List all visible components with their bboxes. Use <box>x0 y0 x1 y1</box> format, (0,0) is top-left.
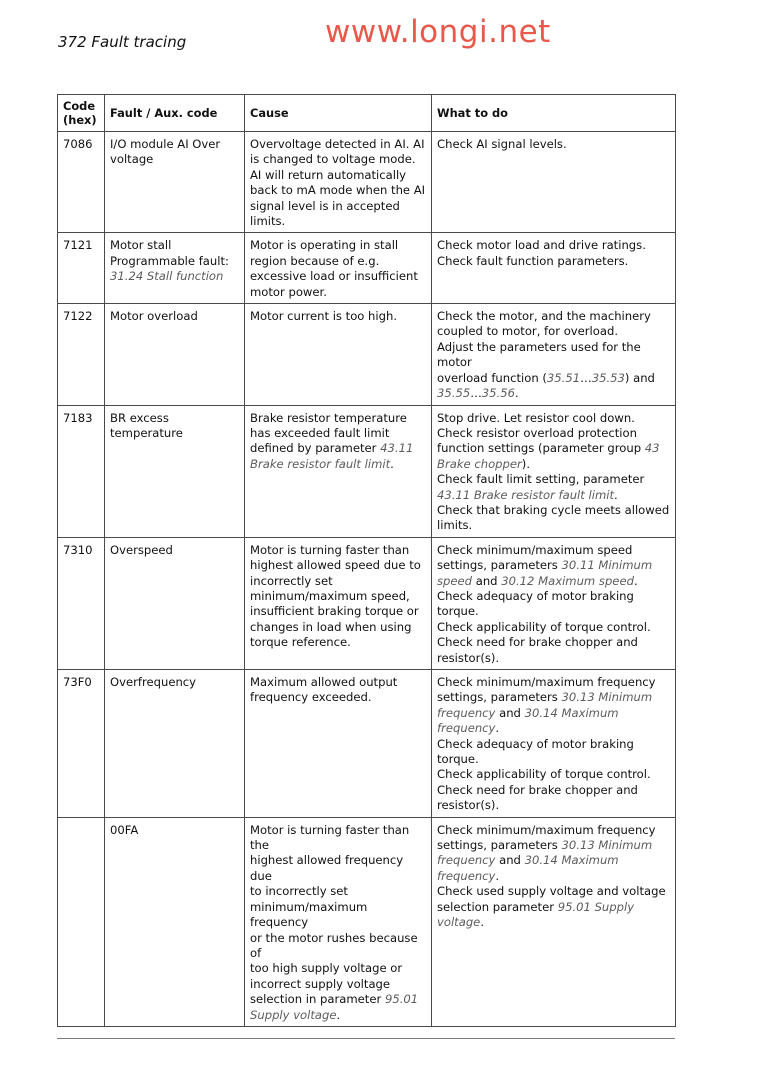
action-text: Check resistor overload protection function settings (parameter group <box>437 425 645 456</box>
page-title: 372 Fault tracing <box>58 33 187 51</box>
cell-code: 7310 <box>58 537 105 669</box>
range-separator: … <box>580 370 592 385</box>
action-text: Check minimum/maximum frequency settings, parameters <box>437 822 656 853</box>
cell-cause: Motor is turning faster than highest allowed speed due to incorrectly set minimum/maximum speed, insufficient braking torque or changes in load when using torque reference. <box>245 537 432 669</box>
cell-fault: BR excess temperature <box>105 405 245 537</box>
action-step <box>437 426 670 472</box>
action-text: and <box>495 705 525 720</box>
action-text: overload function ( <box>437 370 547 385</box>
table-row <box>58 233 676 304</box>
fault-table <box>57 94 676 1027</box>
cell-code: 7122 <box>58 304 105 405</box>
parameter-ref: 30.11 Minimum speed <box>437 558 653 588</box>
cause-text: to incorrectly set minimum/maximum frequency <box>250 884 368 930</box>
action-step <box>437 884 670 930</box>
parameter-ref: 30.13 Minimum frequency <box>437 838 653 868</box>
parameter-ref: 43.11 Brake resistor fault limit <box>437 487 615 502</box>
cause-text: . <box>336 1007 341 1022</box>
parameter-ref: 35.51 <box>546 370 581 385</box>
table-row <box>58 537 676 669</box>
action-step: Stop drive. Let resistor cool down. <box>437 410 635 425</box>
cell-fault: Overspeed <box>105 537 245 669</box>
cell-action <box>432 537 676 669</box>
action-text: Check minimum/maximum frequency settings, parameters <box>437 675 656 705</box>
cause-text: . <box>390 456 394 471</box>
cause-text: Brake resistor temperature has exceeded fault limit defined by parameter <box>250 410 407 456</box>
range-separator: … <box>470 386 482 401</box>
action-step: Check need for brake chopper and resistor(s). <box>437 782 638 813</box>
cell-cause: Motor is operating in stall region because of e.g. excessive load or insufficient motor power. <box>245 233 432 304</box>
cause-text <box>250 961 426 1023</box>
action-text: . <box>495 868 500 883</box>
action-step: Adjust the parameters used for the motor <box>437 339 641 370</box>
parameter-ref: 95.01 Supply voltage <box>250 992 419 1022</box>
parameter-ref: 31.24 Stall function <box>110 269 224 284</box>
table-row <box>58 132 676 233</box>
cell-fault: Motor overload <box>105 304 245 405</box>
action-step: Check applicability of torque control. <box>437 767 651 782</box>
action-step: Check the motor, and the machinery coupled to motor, for overload. <box>437 309 651 339</box>
parameter-ref: 35.53 <box>591 370 625 385</box>
header-action: What to do <box>432 95 676 132</box>
table-row <box>58 817 676 1026</box>
cell-action <box>432 670 676 818</box>
action-text: and <box>472 573 502 588</box>
action-step: Check need for brake chopper and resistor(s). <box>437 635 638 665</box>
action-text: Check used supply voltage and voltage selection parameter <box>437 884 666 914</box>
action-step <box>437 675 670 737</box>
parameter-ref: 35.56 <box>481 386 515 401</box>
parameter-ref: 30.14 Maximum frequency <box>437 705 619 736</box>
action-step <box>437 543 670 589</box>
cell-code: 7086 <box>58 132 105 233</box>
table-row <box>58 670 676 818</box>
action-text: . <box>495 721 500 736</box>
parameter-ref: 43.11 Brake resistor fault limit <box>250 441 414 471</box>
cell-action <box>432 304 676 405</box>
cell-cause: Motor current is too high. <box>245 304 432 405</box>
action-step: Check fault limit setting, parameter <box>437 472 645 487</box>
cell-action <box>432 817 676 1026</box>
table-row <box>58 304 676 405</box>
header-cause: Cause <box>245 95 432 132</box>
cause-text: Motor is turning faster than the <box>250 822 410 853</box>
parameter-ref: 30.14 Maximum frequency <box>437 853 619 883</box>
cell-fault: I/O module AI Over voltage <box>105 132 245 233</box>
action-text: ). <box>521 456 531 471</box>
action-step <box>437 823 670 885</box>
action-step: Check fault function parameters. <box>437 253 629 268</box>
action-step: Check adequacy of motor braking torque. <box>437 588 634 619</box>
cell-action <box>432 405 676 537</box>
parameter-ref: 30.13 Minimum frequency <box>437 690 653 720</box>
fault-programmable: Programmable fault: <box>110 253 229 268</box>
header-code: Code (hex) <box>58 95 105 132</box>
header-fault: Fault / Aux. code <box>105 95 245 132</box>
action-step <box>437 371 670 402</box>
action-text: . <box>633 573 638 588</box>
cell-code: 7121 <box>58 233 105 304</box>
cell-action <box>432 233 676 304</box>
action-step: Check adequacy of motor braking torque. <box>437 736 634 767</box>
cell-fault: Overfrequency <box>105 670 245 818</box>
action-text: . <box>515 386 519 401</box>
action-text: . <box>480 915 485 930</box>
cell-cause: Maximum allowed output frequency exceeded. <box>245 670 432 818</box>
action-step: Check applicability of torque control. <box>437 619 651 634</box>
cause-text: too high supply voltage or incorrect supply voltage selection in parameter <box>250 961 403 1007</box>
action-step <box>437 488 670 503</box>
watermark: www.longi.net <box>325 14 551 50</box>
parameter-ref: 95.01 Supply voltage <box>437 899 635 930</box>
action-text: . <box>614 487 618 502</box>
cell-code: 73F0 <box>58 670 105 818</box>
parameter-ref: 30.12 Maximum speed <box>501 573 634 588</box>
cell-cause <box>245 405 432 537</box>
cell-cause: Overvoltage detected in AI. AI is changed to voltage mode. AI will return automatically back to mA mode when the AI signal level is in accepted limits. <box>245 132 432 233</box>
cell-fault <box>105 233 245 304</box>
cell-action: Check AI signal levels. <box>432 132 676 233</box>
action-step: Check that braking cycle meets allowed limits. <box>437 502 670 533</box>
cell-fault: 00FA <box>105 817 245 1026</box>
footer-divider <box>57 1038 675 1039</box>
parameter-ref: 35.55 <box>437 386 471 401</box>
cell-cause <box>245 817 432 1026</box>
action-text: ) and <box>624 370 655 385</box>
fault-name: Motor stall <box>110 238 172 253</box>
action-text: and <box>495 853 525 868</box>
cause-text: highest allowed frequency due <box>250 853 404 883</box>
cell-code <box>58 817 105 1026</box>
action-step: Check motor load and drive ratings. <box>437 238 646 253</box>
cause-text: or the motor rushes because of <box>250 930 418 960</box>
action-text: Check minimum/maximum speed settings, parameters <box>437 542 633 573</box>
parameter-ref: 43 Brake chopper <box>437 441 660 471</box>
table-header-row <box>58 95 676 132</box>
table-row <box>58 405 676 537</box>
cell-code: 7183 <box>58 405 105 537</box>
